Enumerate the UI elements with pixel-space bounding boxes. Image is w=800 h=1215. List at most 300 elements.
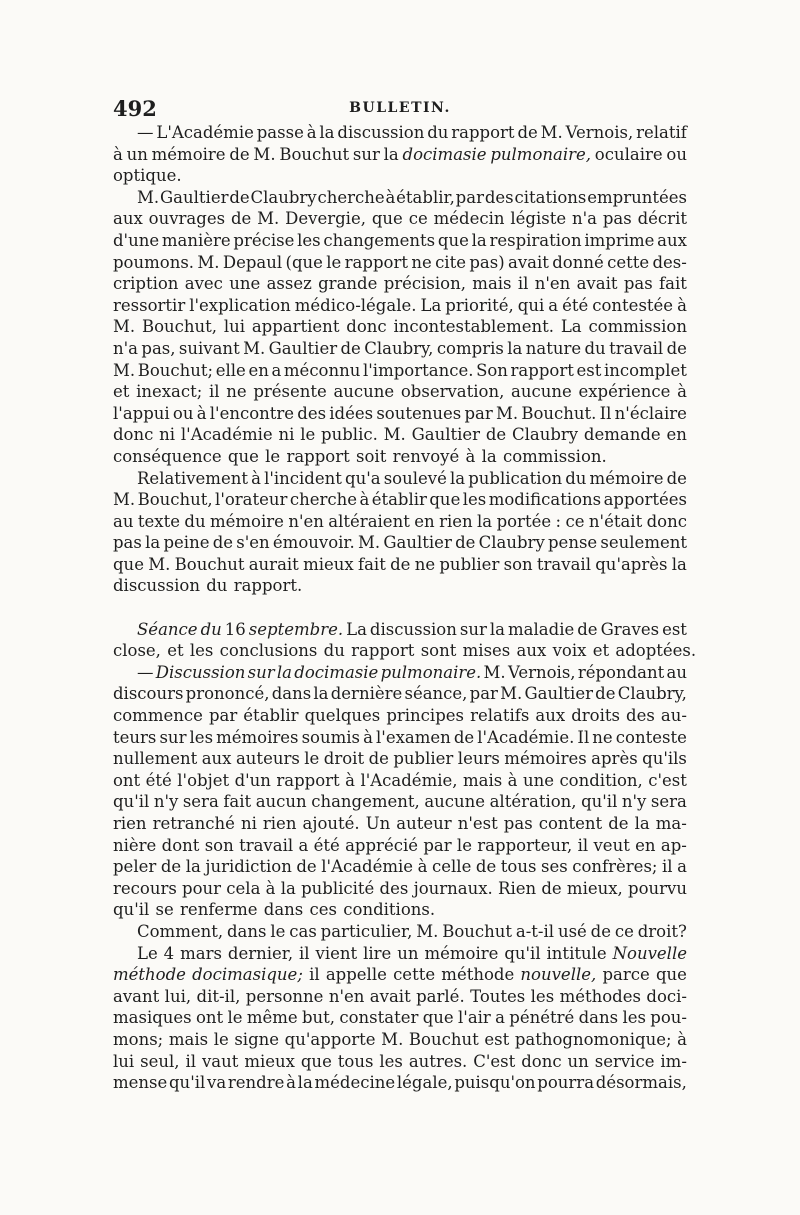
word: à [465,446,476,466]
word: rapport [451,123,515,142]
text-line [113,619,687,641]
word: n'a [113,338,138,358]
word: n'en [288,511,324,531]
word: décrit [637,209,687,229]
word: donc [521,1051,562,1071]
word: travail [239,835,294,855]
word: mais [462,770,503,790]
word: M. [500,684,523,704]
word: par [423,835,452,855]
word: teurs [113,727,157,747]
word: passe [256,123,304,142]
word: Bouchut [279,144,350,164]
word: l'objet [177,770,230,790]
word: est [662,619,687,639]
word: cherche [317,187,385,207]
text-line [113,360,687,382]
word: à [196,403,207,423]
word: confrères; [572,857,658,877]
text-line [113,835,687,857]
word: respiration [489,230,582,250]
word: commission. [502,446,607,466]
word: par [464,403,493,423]
word: établir [243,706,299,726]
word: texte [137,511,180,531]
word: méthode [441,965,515,985]
word: droits [571,706,620,726]
word: Vernois, [507,662,576,682]
word: ressortir [113,295,186,315]
word: Bouchut, [141,317,218,337]
word: la [471,230,487,250]
word: Graves [600,619,660,639]
word: mémoires [504,749,587,769]
word: cas [289,921,317,941]
word: seul, [140,1051,180,1071]
text-line [113,403,687,425]
word: L'Académie [156,123,254,142]
text-line [113,748,687,770]
word: priorité, [445,295,514,315]
word: changements [323,230,436,250]
word: une [229,274,261,294]
word: émouvoir. [272,533,355,553]
text-line [113,273,687,295]
word: sur [352,144,380,164]
word: docimasie [402,144,487,164]
word: ce [614,921,634,941]
word: une [522,770,554,790]
word: a-t-il [515,921,555,941]
word: citations [514,187,587,207]
word: Claubry [511,425,579,445]
word: lire [363,943,392,963]
word: condition, [559,770,643,790]
word: pas, [141,338,176,358]
word: qu'a [345,468,381,488]
text-line [113,165,687,187]
word: Claubry [478,533,545,553]
word: adoptées. [615,641,697,661]
word: même [246,1008,298,1028]
text-line [113,727,687,749]
word: donc [346,317,387,337]
word: médecine [314,1073,396,1093]
word: fait [357,554,386,574]
word: Gaultier [268,338,338,358]
word: il [577,835,589,855]
word: rendre [227,1073,285,1093]
word: grande [318,274,378,294]
word: de [666,338,687,358]
word: de [455,533,476,553]
word: pas [623,274,653,294]
word: M. [357,533,381,553]
word: que [437,230,469,250]
word: Bouchut [408,1029,479,1049]
word: ap- [660,835,687,855]
word: ou [666,144,687,164]
word: par [208,706,238,726]
word: qu'il [581,792,618,812]
word: un [126,144,148,164]
word: commission [588,317,687,337]
text-line [113,878,687,900]
word: des- [652,252,687,272]
word: appartient [251,317,340,337]
word: ni [159,425,176,445]
word: avait [369,986,411,1006]
word: légiste [510,209,567,229]
word: de [517,123,538,142]
word: les [462,490,487,510]
word: cite [435,252,466,272]
word: ses [540,857,568,877]
word: des [626,706,655,726]
word: rapporteur, [477,835,573,855]
word: rien [439,511,473,531]
word: demande [583,425,661,445]
word: intitule [546,943,607,963]
word: ni [278,425,295,445]
word: Rien [498,878,537,898]
word: est [484,1029,510,1049]
word: Gaultier [411,425,481,445]
word: des [297,403,327,423]
word: quelques [304,706,381,726]
word: la [477,511,493,531]
word: appelle [325,965,387,985]
word: précise [233,230,295,250]
text-line [113,252,687,274]
word: les [189,727,214,747]
word: conséquence [113,446,222,466]
word: les [622,1008,646,1028]
word: que [429,490,461,510]
word: été [145,770,172,790]
word: le [270,921,286,941]
word: pénétré [509,1008,575,1028]
word: M. [381,1029,404,1049]
word: en [666,425,687,445]
word: Séance [137,619,198,639]
word: la [319,123,335,142]
page-header [113,96,687,122]
text-line [113,770,687,792]
word: avait [576,274,618,294]
word: de [212,533,234,553]
word: — [137,662,154,682]
word: été [562,295,589,315]
text-line [113,511,687,533]
word: légale, [396,1073,453,1093]
word: conteste [615,727,687,747]
word: discussion [113,576,200,596]
word: la [313,684,329,704]
word: pathognomonique; [514,1029,672,1049]
word: peler [113,857,157,877]
running-title: BULLETIN. [349,100,451,116]
word: masiques [113,1008,192,1028]
word: mémoire [151,144,226,164]
word: l'Académie [321,857,414,877]
word: sur [459,619,487,639]
word: à [417,857,428,877]
text-body [113,122,697,1094]
word: de [368,749,389,769]
word: sur [247,662,275,682]
word: (que [285,252,323,272]
word: ouvrages [148,209,226,229]
word: maladie [508,619,575,639]
word: aucune [511,382,572,402]
word: Bouchut; [137,360,214,380]
word: de [541,878,562,898]
word: médico-légale. [294,295,417,315]
word: Comment, [137,921,224,941]
word: le [265,446,281,466]
word: M. [540,123,563,142]
word: fait [659,274,687,294]
word: n'était [588,511,643,531]
word: soumis [301,727,361,747]
word: manière [161,230,231,250]
word: son [204,835,234,855]
word: la [297,1073,313,1093]
word: l'incident [264,468,342,488]
text-line [113,316,687,338]
word: d'une [113,230,160,250]
word: en [248,360,269,380]
word: idées [329,403,374,423]
word: son [503,554,533,574]
word: M. [113,360,136,380]
word: pense [548,533,598,553]
word: le [300,425,316,445]
word: ce [565,511,585,531]
word: mises [462,641,511,661]
word: que [300,1051,332,1071]
word: de [475,857,497,877]
word: ne [411,252,432,272]
text-line [113,1072,687,1094]
word: altération, [489,792,577,812]
word: aux [535,706,566,726]
word: fait [223,792,252,812]
word: a [548,295,559,315]
word: au [113,511,134,531]
word: M. [137,187,160,207]
word: pulmonaire. [380,662,482,682]
word: Gaultier [383,533,452,553]
word: M. [243,338,266,358]
word: parlé. [416,986,465,1006]
word: ni [240,814,257,833]
word: discours [113,684,184,704]
word: donc [113,425,154,445]
word: pas) [469,252,505,272]
word: à [345,770,355,790]
word: pas [113,533,142,553]
word: avant [113,986,160,1006]
word: sur [159,727,187,747]
word: de [485,425,507,445]
text-line [113,446,687,468]
word: à [677,1029,687,1049]
word: de [666,468,687,488]
word: la [280,878,296,898]
word: les [189,641,214,661]
word: auteurs [235,749,300,769]
word: à [677,295,687,315]
text-line [113,813,687,835]
word: 16 [224,619,246,639]
word: renferme [180,900,258,920]
word: a [495,1008,505,1028]
word: qu'apporte [284,1029,376,1049]
text-line [113,295,687,317]
word: aurait [248,554,299,574]
text-line [113,791,687,813]
word: précision, [383,274,466,294]
word: M. [416,921,439,941]
word: puisqu'on [454,1073,536,1093]
word: les [530,986,555,1006]
word: auteur [396,814,452,833]
word: dans [226,921,267,941]
word: qu'il [113,792,150,812]
word: rien [113,814,147,833]
word: pourra [537,1073,595,1093]
word: par [455,187,484,207]
word: pou- [650,1008,687,1028]
word: de [229,144,250,164]
word: incontestablement. [393,317,555,337]
text-line [113,640,697,662]
word: au- [660,706,687,726]
word: rien [262,814,297,833]
word: il [309,965,320,985]
text-line [113,468,687,490]
word: mense [113,1073,168,1093]
word: rapport [344,252,408,272]
word: recours [113,878,177,898]
page-number: 492 [113,96,157,121]
word: ce [408,209,428,229]
word: nouvelle, [520,965,597,985]
word: Son [476,360,508,380]
word: im- [660,1051,687,1071]
word: Gaultier [159,187,229,207]
word: pour [182,878,222,898]
word: M. [483,662,506,682]
word: à [113,144,123,164]
word: répondant [577,662,665,682]
word: pas [503,814,533,833]
word: poumons. [113,252,195,272]
word: dont [161,835,200,855]
word: nière [113,835,157,855]
word: public. [321,425,378,445]
word: mais [168,1029,209,1049]
text-line [113,381,687,403]
word: du [323,641,345,661]
word: incomplet [603,360,687,380]
word: rapport [286,446,350,466]
word: ne [414,554,436,574]
paragraph-gap [113,597,687,619]
word: cherche [289,490,358,510]
word: mémoire [424,943,499,963]
text-line [113,964,687,986]
word: lui [223,317,246,337]
word: personne [245,986,324,1006]
word: doci- [646,986,687,1006]
word: constater [339,1008,419,1028]
word: n'y [621,792,647,812]
word: n'est [457,814,498,833]
word: commence [113,706,203,726]
word: C'est [473,1051,516,1071]
word: à [507,770,518,790]
word: à [286,1073,296,1093]
word: cela [226,878,261,898]
word: altéraient [328,511,410,531]
word: ne [226,382,247,402]
word: qu'ils [642,749,687,769]
word: seulement [600,533,687,553]
word: que [227,446,259,466]
word: tous [500,857,537,877]
word: M. [496,403,519,423]
word: et [167,641,184,661]
word: établir, [396,187,455,207]
word: a [271,360,282,380]
word: que [371,209,403,229]
word: dit-il, [196,986,241,1006]
word: compris [436,338,504,358]
word: Toutes [470,986,526,1006]
word: aux [113,209,143,229]
word: des [484,187,514,207]
word: pulmonaire, [490,144,592,164]
word: Nouvelle [612,943,687,963]
word: séance, [404,684,468,704]
word: dans [271,684,312,704]
word: retranché [152,814,235,833]
word: rapport [510,360,574,380]
word: Gaultier [524,684,593,704]
text-line [113,899,687,921]
word: méthode [113,965,186,985]
word: observation, [400,382,505,402]
word: l'importance. [362,360,474,380]
word: méthodes [559,986,641,1006]
word: la [634,814,650,833]
word: parce [602,965,650,985]
text-line [113,122,687,144]
word: été [313,835,340,855]
word: mars [180,943,222,963]
word: suivant [178,338,240,358]
word: à [359,490,370,510]
word: de [590,921,611,941]
word: a [677,857,687,877]
word: signe [234,1029,280,1049]
word: lui, [164,986,192,1006]
word: un [397,943,419,963]
word: peine [163,533,210,553]
